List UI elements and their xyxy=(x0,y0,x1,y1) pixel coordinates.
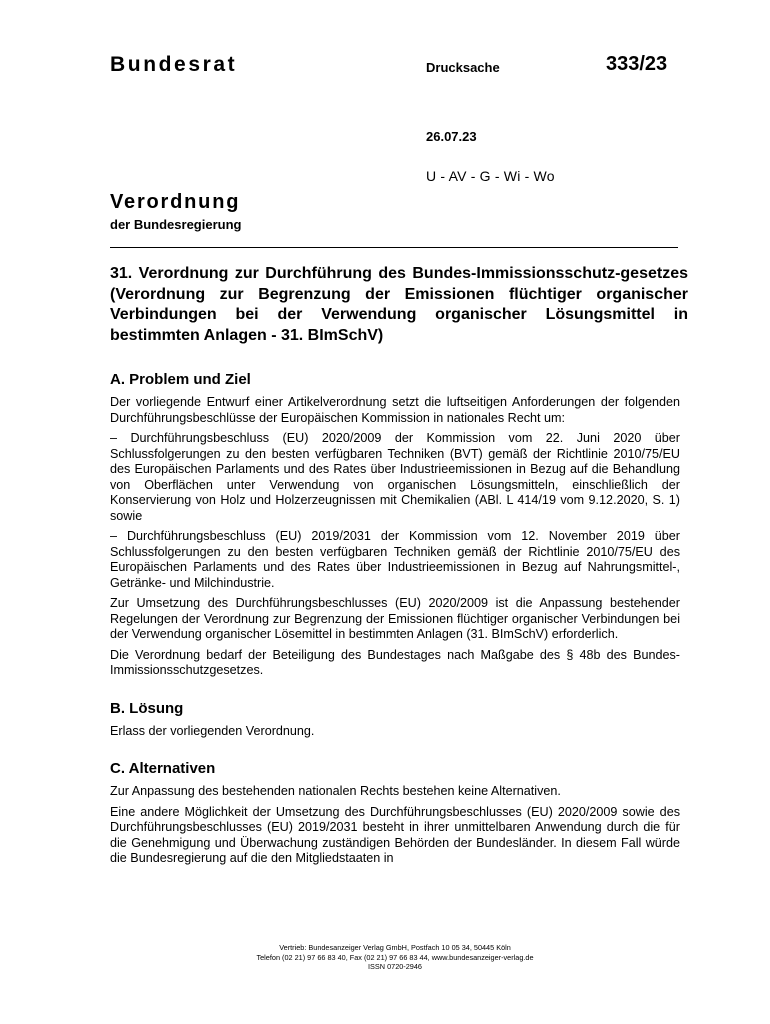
section-c-paragraph: Eine andere Möglichkeit der Umsetzung des Durchführungsbeschlusses (EU) 2020/2009 sowie des Durchführungsbeschlusses (EU) 2019/2031 besteht in ihrer unmittelbaren Anwendung durch die für die Genehmigung und Überwachung zuständigen Behörden der Bundesländer. In diesem Fall würde die Bundesregierung auf die den Mitgliedstaaten in xyxy=(110,804,680,865)
doc-label: Drucksache xyxy=(426,60,500,75)
section-a-paragraph: Die Verordnung bedarf der Beteiligung des Bundestages nach Maßgabe des § 48b des Bundes-Immissionsschutzgesetzes. xyxy=(110,647,680,677)
section-a-paragraph: – Durchführungsbeschluss (EU) 2020/2009 der Kommission vom 22. Juni 2020 über Schlussfolgerungen zu den besten verfügbaren Techniken (BVT) gemäß der Richtlinie 2010/75/EU des Europäischen Parlaments und des Rates über Industrieemissionen in Bezug auf die Behandlung von Oberflächen unter Verwendung von organischen Lösungsmitteln, einschließlich der Konservierung von Holz und Holzerzeugnissen mit Chemikalien (ABl. L 414/19 vom 9.12.2020, S. 1) sowie xyxy=(110,431,680,523)
committees: U - AV - G - Wi - Wo xyxy=(426,168,555,184)
document-type: Verordnung xyxy=(110,191,241,213)
footer-line: ISSN 0720-2946 xyxy=(368,962,422,971)
section-spacer xyxy=(110,744,680,760)
footer-line: Telefon (02 21) 97 66 83 40, Fax (02 21) 97 66 83 44, www.bundesanzeiger-verlag.de xyxy=(256,952,534,962)
section-a-paragraph: – Durchführungsbeschluss (EU) 2019/2031 der Kommission vom 12. November 2019 über Schlussfolgerungen zu den besten verfügbaren Techniken gemäß der Richtlinie 2010/75/EU des Europäischen Parlaments und des Rates über Industrieemissionen in Bezug auf Nahrungsmittel-, Getränke- und Milchindustrie. xyxy=(110,529,680,590)
section-c-title: C. Alternativen xyxy=(110,760,216,777)
section-b-title: B. Lösung xyxy=(110,699,184,717)
institution-name: Bundesrat xyxy=(110,53,238,76)
section-a-paragraph: Der vorliegende Entwurf einer Artikelverordnung setzt die luftseitigen Anforderungen der folgenden Durchführungsbeschlüsse der Europäischen Kommission in nationales Recht um: xyxy=(110,395,680,425)
publisher-footer xyxy=(200,943,590,972)
section-a-paragraph: Zur Umsetzung des Durchführungsbeschlusses (EU) 2020/2009 ist die Anpassung bestehender Regelungen der Verordnung zur Begrenzung der Emissionen flüchtiger organischer Verbindungen bei der Verwendung organischer Lösemittel in bestimmten Anlagen (31. BImSchV) erforderlich. xyxy=(110,596,680,641)
section-a-title: A. Problem und Ziel xyxy=(110,371,251,388)
document-heading: 31. Verordnung zur Durchführung des Bundes-Immissionsschutz-gesetzes (Verordnung zur Begrenzung der Emissionen flüchtiger organischer Verbindungen bei der Verwendung organischer Lösungsmittel in bestimmten Anlagen - 31. BImSchV) xyxy=(110,265,688,344)
doc-number: 333/23 xyxy=(606,53,668,75)
section-c-paragraph: Zur Anpassung des bestehenden nationalen Rechts bestehen keine Alternativen. xyxy=(110,784,561,798)
footer-line: Vertrieb: Bundesanzeiger Verlag GmbH, Postfach 10 05 34, 50445 Köln xyxy=(279,943,511,952)
section-b-paragraph: Erlass der vorliegenden Verordnung. xyxy=(110,723,315,738)
section-spacer xyxy=(110,684,680,700)
header-divider xyxy=(110,247,678,248)
document-body xyxy=(110,371,680,872)
document-origin: der Bundesregierung xyxy=(110,217,242,232)
doc-date: 26.07.23 xyxy=(426,129,477,144)
